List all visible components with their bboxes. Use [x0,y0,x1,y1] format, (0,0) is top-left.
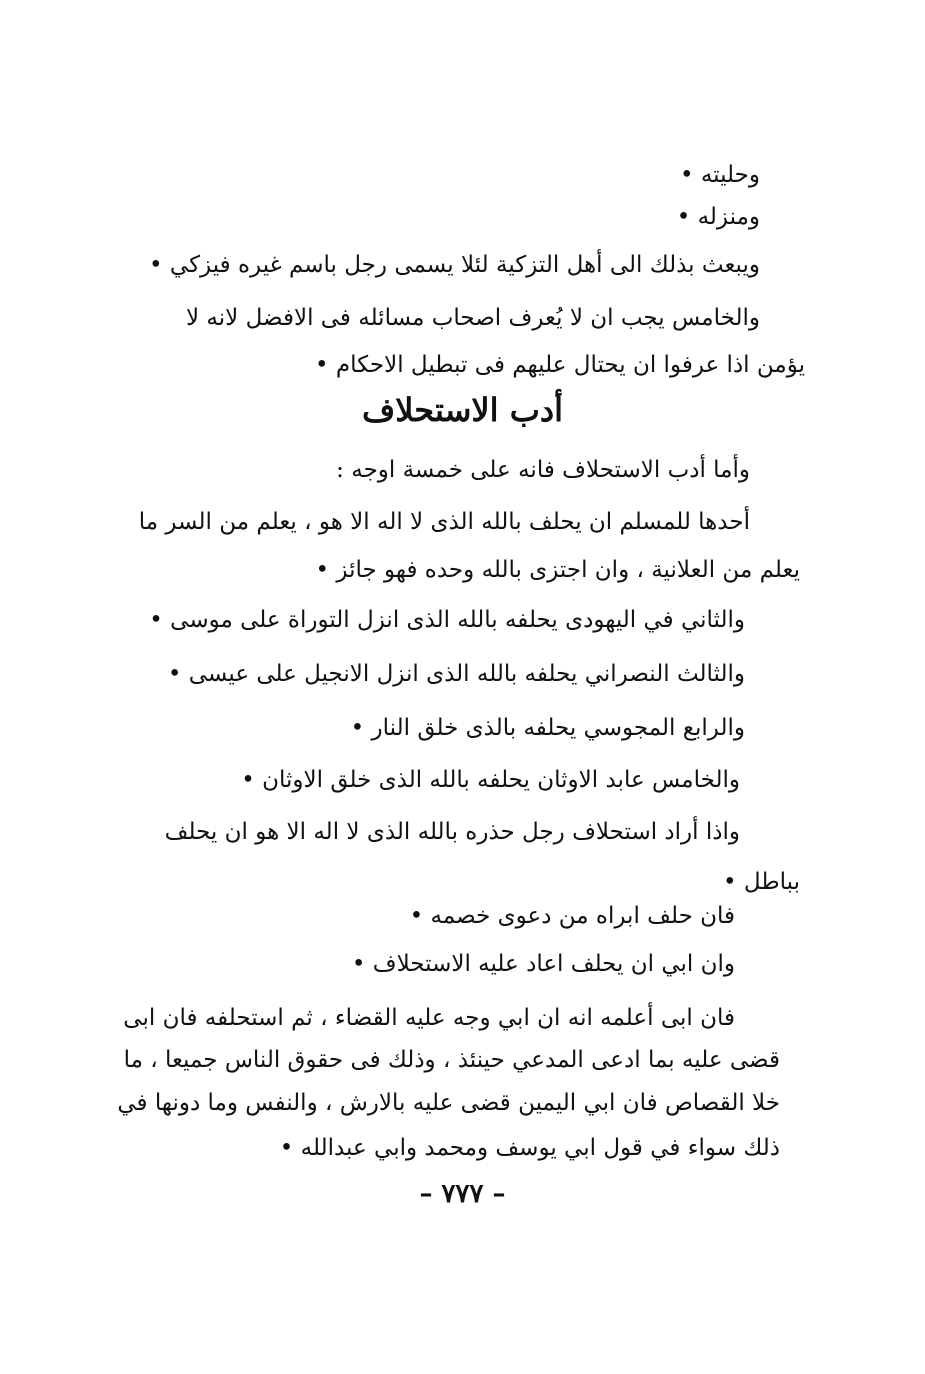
text-line: يؤمن اذا عرفوا ان يحتال عليهم فى تبطيل الاحكام • [315,352,805,378]
text-line: والثالث النصراني يحلفه بالله الذى انزل الانجيل على عيسى • [167,661,745,687]
page-number: – ٧٧٧ – [419,1179,506,1209]
text-line: وحليته • [679,162,760,188]
text-line: ومنزله • [676,204,760,230]
text-line: ويبعث بذلك الى أهل التزكية لئلا يسمى رجل باسم غيره فيزكي • [149,252,760,278]
text-line: والثاني في اليهودى يحلفه بالله الذى انزل التوراة على موسى • [149,607,745,633]
text-line: وأما أدب الاستحلاف فانه على خمسة اوجه : [336,457,750,483]
text-line: وان ابي ان يحلف اعاد عليه الاستحلاف • [351,951,735,977]
text-line: ذلك سواء في قول ابي يوسف ومحمد وابي عبدالله • [279,1135,780,1161]
text-line: والرابع المجوسي يحلفه بالذى خلق النار • [350,715,745,741]
text-line: فان حلف ابراه من دعوى خصمه • [409,903,735,929]
text-line: واذا أراد استحلاف رجل حذره بالله الذى لا اله الا هو ان يحلف [164,819,740,845]
text-line: يعلم من العلانية ، وان اجتزى بالله وحده فهو جائز • [315,557,800,583]
text-line: خلا القصاص فان ابي اليمين قضى عليه بالارش ، والنفس وما دونها في [117,1090,780,1116]
section-heading: أدب الاستحلاف [362,391,563,429]
text-line: بباطل • [723,869,800,895]
text-line: قضى عليه بما ادعى المدعي حينئذ ، وذلك فى حقوق الناس جميعا ، ما [123,1047,780,1073]
text-line: أحدها للمسلم ان يحلف بالله الذى لا اله الا هو ، يعلم من السر ما [138,509,750,535]
text-line: فان ابى أعلمه انه ان ابي وجه عليه القضاء ، ثم استحلفه فان ابى [123,1005,735,1031]
text-line: والخامس عابد الاوثان يحلفه بالله الذى خلق الاوثان • [241,767,740,793]
text-line: والخامس يجب ان لا يُعرف اصحاب مسائله فى الافضل لانه لا [186,305,760,331]
